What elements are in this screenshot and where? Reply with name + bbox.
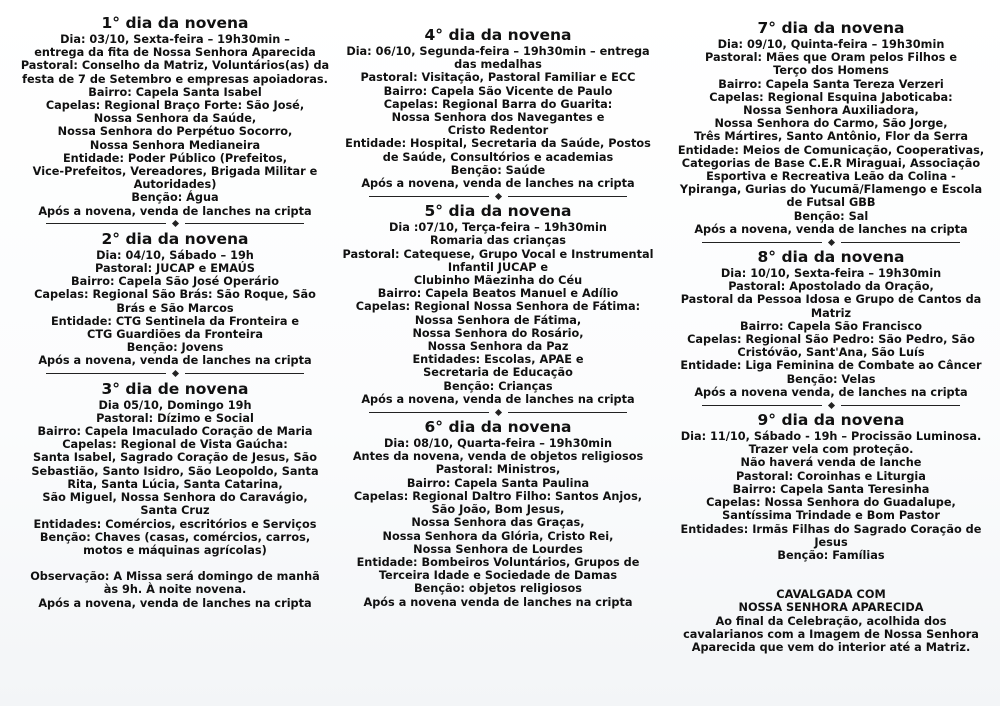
section-line: Nossa Senhora de Lourdes <box>413 542 583 556</box>
section-line: Benção: Jovens <box>126 341 224 355</box>
section-line: Após a novena venda, de lanches na cripta <box>694 385 968 399</box>
section-line: Autoridades) <box>133 178 217 192</box>
section-line: Nossa Senhora Auxiliadora, <box>743 104 919 118</box>
novena-day-section <box>666 248 996 399</box>
section-line: Capelas: Regional de Vista Gaúcha: <box>62 438 288 452</box>
section-line: Antes da novena, venda de objetos religiosos <box>352 450 644 464</box>
diamond-ornament-icon <box>171 370 178 377</box>
section-line: Pastoral: Conselho da Matriz, Voluntários(as) da <box>20 59 330 73</box>
section-line: Pastoral da Pessoa Idosa e Grupo de Cantos da <box>680 293 982 307</box>
section-line: Categorias de Base C.E.R Miraguai, Associação <box>681 156 981 170</box>
divider-line <box>841 242 961 243</box>
section-divider <box>46 368 304 380</box>
section-line: Entidade: Poder Público (Prefeitos, <box>62 151 288 165</box>
column-1 <box>8 14 342 610</box>
section-title: 8° dia da novena <box>757 248 905 267</box>
section-line: Nossa Senhora do Perpétuo Socorro, <box>57 125 293 139</box>
section-line: às 9h. À noite novena. <box>103 583 247 597</box>
section-line: Bairro: Capela São José Operário <box>70 275 280 289</box>
column-3 <box>666 19 996 654</box>
section-line: Entidade: Hospital, Secretaria da Saúde, Postos <box>345 137 651 151</box>
divider-line <box>508 196 628 197</box>
section-line: Capelas: Regional São Brás: São Roque, São <box>34 288 316 302</box>
section-title: 4° dia da novena <box>424 26 572 44</box>
section-line: Após a novena, venda de lanches na cripta <box>38 204 312 218</box>
section-line: Capelas: Regional Braço Forte: São José, <box>45 99 305 113</box>
section-line: Nossa Senhora do Rosário, <box>412 326 584 340</box>
section-line: Secretaria de Educação <box>423 366 573 380</box>
section-line: Bairro: Capela Imaculado Coração de Maria <box>37 425 313 439</box>
section-line: Terceira Idade e Sociedade de Damas <box>378 569 618 583</box>
section-line: Cristo Redentor <box>447 124 549 138</box>
novena-day-section <box>666 19 996 236</box>
section-line: Dia: 08/10, Quarta-feira – 19h30min <box>384 437 612 451</box>
diamond-ornament-icon <box>171 220 178 227</box>
section-line <box>666 562 996 575</box>
section-line: Capelas: Nossa Senhora do Guadalupe, <box>706 496 956 510</box>
section-line: Rita, Santa Lúcia, Santa Catarina, <box>67 477 283 491</box>
section-line: Capelas: Regional Daltro Filho: Santos Anjos, <box>353 489 643 503</box>
section-line: Entidades: Escolas, APAE e <box>412 353 584 367</box>
section-line: Benção: Famílias <box>777 548 885 562</box>
divider-line <box>508 412 628 413</box>
section-line: Dia: 11/10, Sábado - 19h – Procissão Luminosa. <box>680 430 982 444</box>
section-line: Capelas: Regional Nossa Senhora de Fátima: <box>355 300 641 314</box>
section-line: Capelas: Regional Esquina Jaboticaba: <box>709 90 953 104</box>
section-line: cavalarianos com a Imagem de Nossa Senhora <box>683 627 979 641</box>
section-title: 6° dia da novena <box>424 418 572 437</box>
section-line: Benção: Sal <box>793 209 869 223</box>
section-title: 9° dia da novena <box>757 411 905 430</box>
diamond-ornament-icon <box>827 402 834 409</box>
section-line: Clubinho Mãezinha do Céu <box>413 274 583 288</box>
section-line: entrega da fita de Nossa Senhora Aparecida <box>34 46 316 60</box>
section-line: Nossa Senhora dos Navegantes e <box>391 111 605 125</box>
section-line <box>666 575 996 588</box>
novena-day-section <box>8 14 342 218</box>
section-line: Bairro: Capela São Francisco <box>740 319 922 333</box>
section-line: Terço dos Homens <box>773 64 889 78</box>
novena-day-section <box>666 411 996 654</box>
section-title: 2° dia da novena <box>101 229 249 248</box>
section-line: Benção: Velas <box>786 372 876 386</box>
section-line: Pastoral: Ministros, <box>435 463 561 477</box>
novena-day-section <box>339 202 657 406</box>
divider-line <box>185 373 305 374</box>
section-line: São Miguel, Nossa Senhora do Caravágio, <box>42 491 308 505</box>
section-line: Nossa Senhora do Carmo, São Jorge, <box>714 117 948 131</box>
diamond-ornament-icon <box>827 239 834 246</box>
diamond-ornament-icon <box>494 409 501 416</box>
section-line: Benção: objetos religiosos <box>414 582 582 596</box>
section-line: Ao final da Celebração, acolhida dos <box>715 614 947 628</box>
column-2 <box>339 26 657 609</box>
section-line: Trazer vela com proteção. <box>748 443 914 457</box>
section-divider <box>369 190 627 202</box>
novena-day-section <box>339 26 657 190</box>
section-line: Benção: Chaves (casas, comércios, carros, <box>39 530 311 544</box>
section-line: Nossa Senhora da Glória, Cristo Rei, <box>382 529 614 543</box>
section-title: 3° dia de novena <box>101 379 249 398</box>
section-line: de Futsal GBB <box>786 196 876 210</box>
section-line: Bairro: Capela São Vicente de Paulo <box>383 84 613 98</box>
section-divider <box>369 406 627 418</box>
divider-line <box>841 405 961 406</box>
section-line: Dia: 09/10, Quinta-feira – 19h30min <box>717 38 945 51</box>
section-line: Santíssima Trindade e Bom Pastor <box>722 509 940 523</box>
section-line: Cristóvão, Sant'Ana, São Luís <box>737 346 925 360</box>
section-line: Após a novena, venda de lanches na cripta <box>38 354 312 368</box>
section-line: Nossa Senhora das Graças, <box>411 516 585 530</box>
section-line: Benção: Água <box>131 191 219 205</box>
section-line: Vice-Prefeitos, Vereadores, Brigada Militar e <box>32 165 318 179</box>
section-line: Infantil JUCAP e <box>447 260 549 274</box>
section-line: Pastoral: Apostolado da Oração, <box>728 280 934 294</box>
section-line: Bairro: Capela Santa Tereza Verzeri <box>718 77 944 91</box>
divider-line <box>702 405 822 406</box>
section-line: Sebastião, Santo Isidro, São Leopoldo, Santa <box>31 464 319 478</box>
section-line: Jesus <box>814 535 848 549</box>
section-line: Dia: 06/10, Segunda-feira – 19h30min – entrega <box>346 45 650 58</box>
section-line: Brás e São Marcos <box>116 301 234 315</box>
section-line: Pastoral: Visitação, Pastoral Familiar e ECC <box>360 71 636 85</box>
diamond-ornament-icon <box>494 193 501 200</box>
section-title: 5° dia da novena <box>424 202 572 221</box>
section-line: Entidade: Liga Feminina de Combate ao Câncer <box>680 359 982 373</box>
section-line: São João, Bom Jesus, <box>431 503 565 517</box>
section-line: Bairro: Capela Santa Paulina <box>406 476 590 490</box>
section-line: Dia: 04/10, Sábado – 19h <box>96 248 254 262</box>
divider-line <box>369 196 489 197</box>
section-line: Capelas: Regional São Pedro: São Pedro, São <box>687 333 975 347</box>
novena-day-section <box>339 418 657 609</box>
divider-line <box>185 223 305 224</box>
section-line: Matriz <box>810 306 852 320</box>
section-line: Romaria das crianças <box>429 234 567 248</box>
section-line: Após a novena, venda de lanches na cripta <box>361 392 635 406</box>
novena-day-section <box>8 380 342 610</box>
section-line: Dia :07/10, Terça-feira – 19h30min <box>389 221 607 235</box>
section-line: Pastoral: JUCAP e EMAÚS <box>95 262 255 276</box>
section-line: CAVALGADA COM <box>776 588 886 602</box>
section-line: Observação: A Missa será domingo de manhã <box>30 570 320 584</box>
novena-day-section <box>8 230 342 368</box>
section-line: festa de 7 de Setembro e empresas apoiadoras. <box>22 72 328 86</box>
section-line: Entidades: Irmãs Filhas do Sagrado Coração de <box>680 522 982 536</box>
section-line: Pastoral: Dízimo e Social <box>96 411 254 425</box>
section-title: 7° dia da novena <box>757 19 905 37</box>
section-line: Dia 05/10, Domingo 19h <box>98 398 252 412</box>
divider-line <box>369 412 489 413</box>
section-line: Capelas: Regional Barra do Guarita: <box>383 97 613 111</box>
section-line: Nossa Senhora da Paz <box>427 340 569 354</box>
section-title: 1° dia da novena <box>101 14 249 32</box>
section-line: Não haverá venda de lanche <box>740 456 922 470</box>
section-line: Pastoral: Coroinhas e Liturgia <box>736 469 926 483</box>
section-divider <box>702 399 960 411</box>
section-line: Bairro: Capela Santa Teresinha <box>732 482 930 496</box>
section-line: Bairro: Capela Santa Isabel <box>88 85 262 99</box>
section-line: Aparecida que vem do interior até a Matriz. <box>691 640 971 654</box>
section-line: de Saúde, Consultórios e academias <box>382 150 614 164</box>
section-line: Pastoral: Catequese, Grupo Vocal e Instrumental <box>342 247 654 261</box>
section-line: das medalhas <box>454 58 542 72</box>
section-line: Após a novena, venda de lanches na cripta <box>361 177 635 191</box>
section-line: Nossa Senhora de Fátima, <box>414 313 582 327</box>
section-line <box>8 557 342 570</box>
section-line: Dia: 10/10, Sexta-feira – 19h30min <box>720 267 942 281</box>
divider-line <box>46 223 166 224</box>
section-line: Entidade: CTG Sentinela da Fronteira e <box>50 314 300 328</box>
section-line: motos e máquinas agrícolas) <box>83 543 267 557</box>
section-line: Bairro: Capela Beatos Manuel e Adílio <box>377 287 619 301</box>
section-line: Santa Isabel, Sagrado Coração de Jesus, São <box>32 451 318 465</box>
section-line: Benção: Saúde <box>450 163 546 177</box>
divider-line <box>702 242 822 243</box>
section-line: Entidade: Bombeiros Voluntários, Grupos de <box>356 555 640 569</box>
section-line: Nossa Senhora da Saúde, <box>93 112 257 126</box>
section-line: Entidade: Meios de Comunicação, Cooperativas, <box>677 143 985 157</box>
section-line: Benção: Crianças <box>443 379 553 393</box>
section-line: Esportiva e Recreativa Leão da Colina - <box>706 170 956 184</box>
section-line: Três Mártires, Santo Antônio, Flor da Serra <box>693 130 969 144</box>
section-divider <box>702 236 960 248</box>
section-line: NOSSA SENHORA APARECIDA <box>738 601 924 615</box>
section-line: Santa Cruz <box>140 504 210 518</box>
section-line: Pastoral: Mães que Oram pelos Filhos e <box>704 51 958 65</box>
section-line: Nossa Senhora Medianeira <box>89 138 261 152</box>
section-line: Entidades: Comércios, escritórios e Serviços <box>33 517 317 531</box>
divider-line <box>46 373 166 374</box>
section-line: Após a novena, venda de lanches na cripta <box>694 222 968 236</box>
section-line: Dia: 03/10, Sexta-feira – 19h30min – <box>60 33 290 46</box>
section-line: Ypiranga, Gurias do Yucumã/Flamengo e Escola <box>679 183 983 197</box>
section-line: CTG Guardiões da Fronteira <box>87 328 263 342</box>
section-line: Após a novena, venda de lanches na cripta <box>38 596 312 610</box>
section-line: Após a novena venda de lanches na cripta <box>363 595 633 609</box>
section-divider <box>46 218 304 230</box>
